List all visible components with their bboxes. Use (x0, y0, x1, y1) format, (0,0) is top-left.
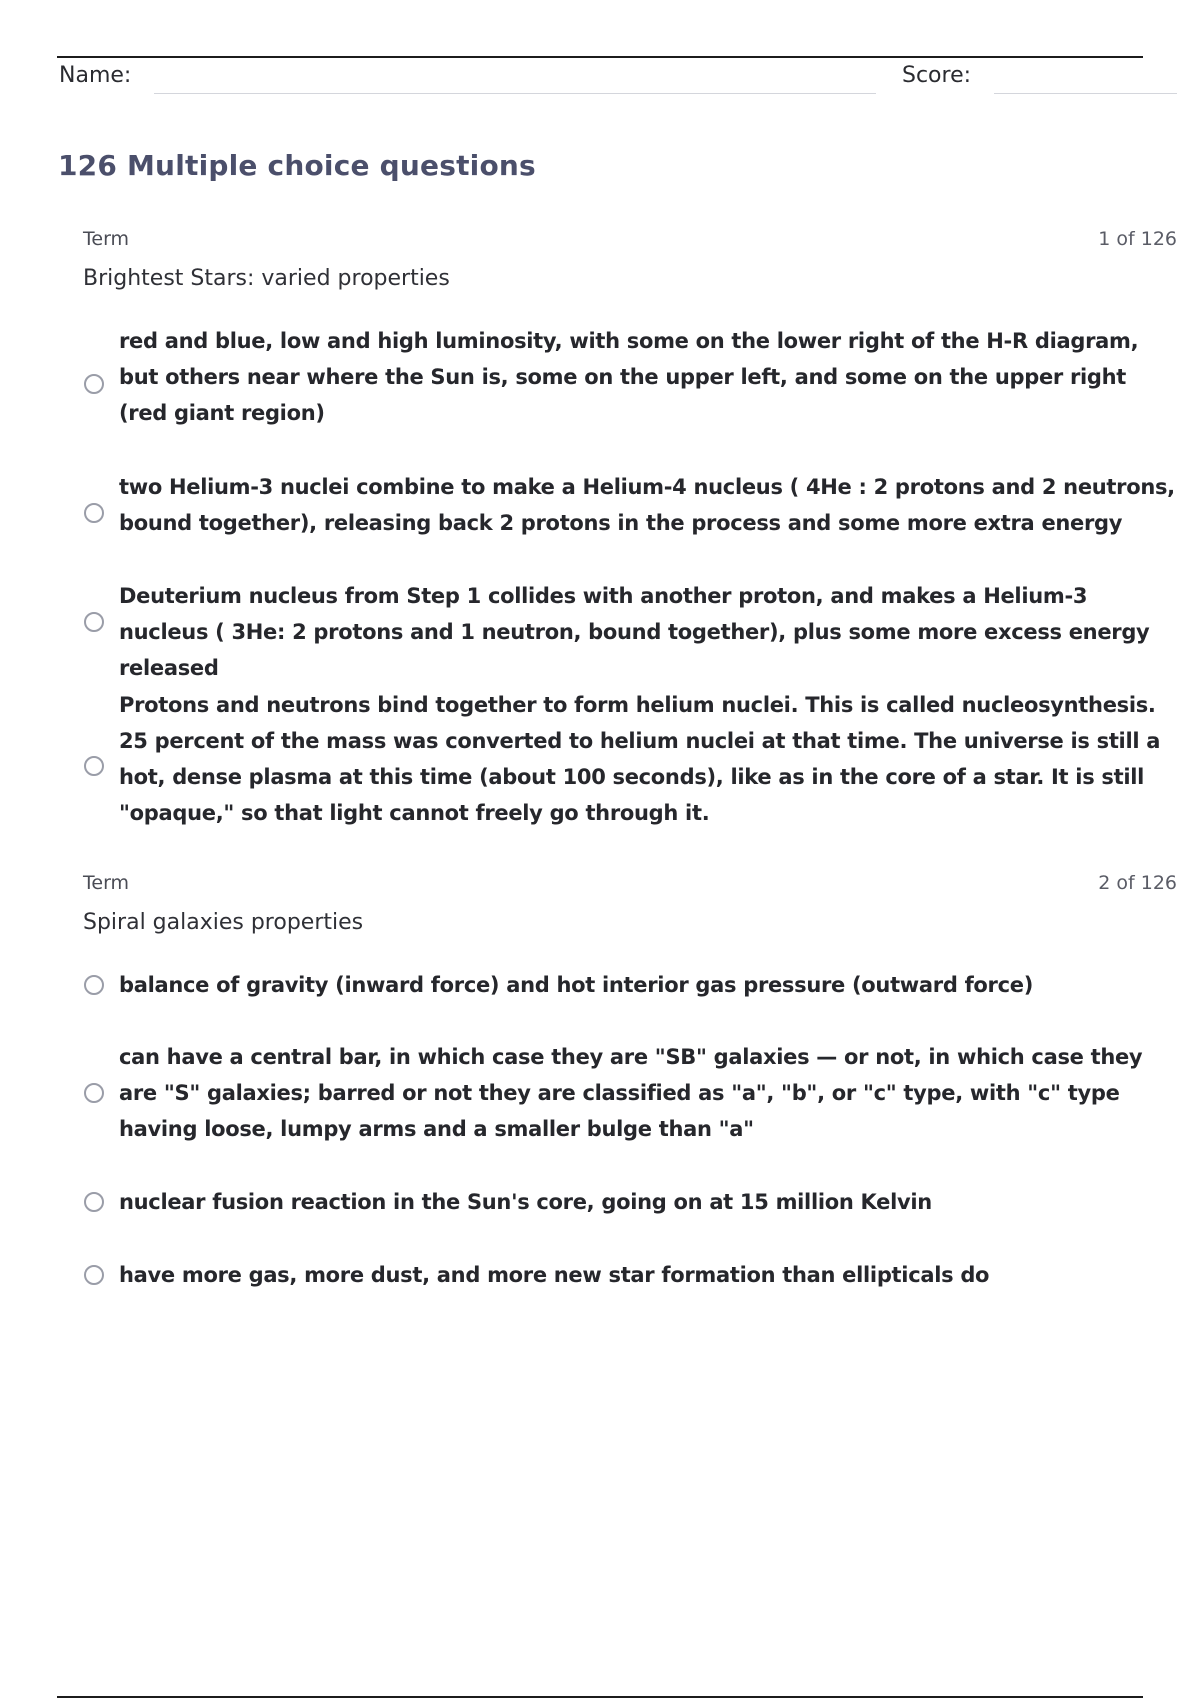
name-field[interactable] (154, 93, 876, 94)
radio-button-icon[interactable] (84, 612, 104, 632)
name-label: Name: (59, 63, 132, 88)
answer-option-text: Protons and neutrons bind together to form helium nuclei. This is called nucleosynthesis. 25 percent of the mass was converted to helium nuclei at that time. The universe is still a hot, dense plasma at this time (about 100 seconds), like as in the core of a star. It is still "opaque," so that light cannot freely go through it. (119, 693, 1161, 825)
answer-option-text: have more gas, more dust, and more new star formation than ellipticals do (119, 1263, 990, 1287)
answer-option-text: two Helium-3 nuclei combine to make a Helium-4 nucleus ( 4He : 2 protons and 2 neutrons, bound together), releasing back 2 protons in the process and some more extra energy (119, 475, 1175, 535)
bottom-rule (57, 1696, 1143, 1698)
answer-option-text: red and blue, low and high luminosity, with some on the lower right of the H-R diagram, but others near where the Sun is, some on the upper left, and some on the upper right (red giant region) (119, 329, 1139, 425)
score-field[interactable] (994, 93, 1177, 94)
term-label: Term (83, 228, 130, 250)
answer-option-text: nuclear fusion reaction in the Sun's core, going on at 15 million Kelvin (119, 1190, 932, 1214)
question-term: Spiral galaxies properties (83, 910, 364, 935)
radio-button-icon[interactable] (84, 1083, 104, 1103)
radio-button-icon[interactable] (84, 975, 104, 995)
answer-option-text: can have a central bar, in which case they are "SB" galaxies — or not, in which case they are "S" galaxies; barred or not they are classified as "a", "b", or "c" type, with "c" type having loose, lumpy arms and a smaller bulge than "a" (119, 1045, 1143, 1141)
term-label: Term (83, 872, 130, 894)
question-counter: 1 of 126 (1098, 228, 1177, 250)
score-label: Score: (902, 63, 972, 88)
answer-option-text: Deuterium nucleus from Step 1 collides with another proton, and makes a Helium-3 nucleus ( 3He: 2 protons and 1 neutron, bound together), plus some more excess energy released (119, 584, 1150, 680)
radio-button-icon[interactable] (84, 756, 104, 776)
radio-button-icon[interactable] (84, 1192, 104, 1212)
question-counter: 2 of 126 (1098, 872, 1177, 894)
radio-button-icon[interactable] (84, 1265, 104, 1285)
top-rule (57, 56, 1143, 58)
radio-button-icon[interactable] (84, 374, 104, 394)
radio-button-icon[interactable] (84, 503, 104, 523)
page-title: 126 Multiple choice questions (58, 149, 536, 182)
question-term: Brightest Stars: varied properties (83, 266, 450, 291)
answer-option-text: balance of gravity (inward force) and hot interior gas pressure (outward force) (119, 973, 1033, 997)
